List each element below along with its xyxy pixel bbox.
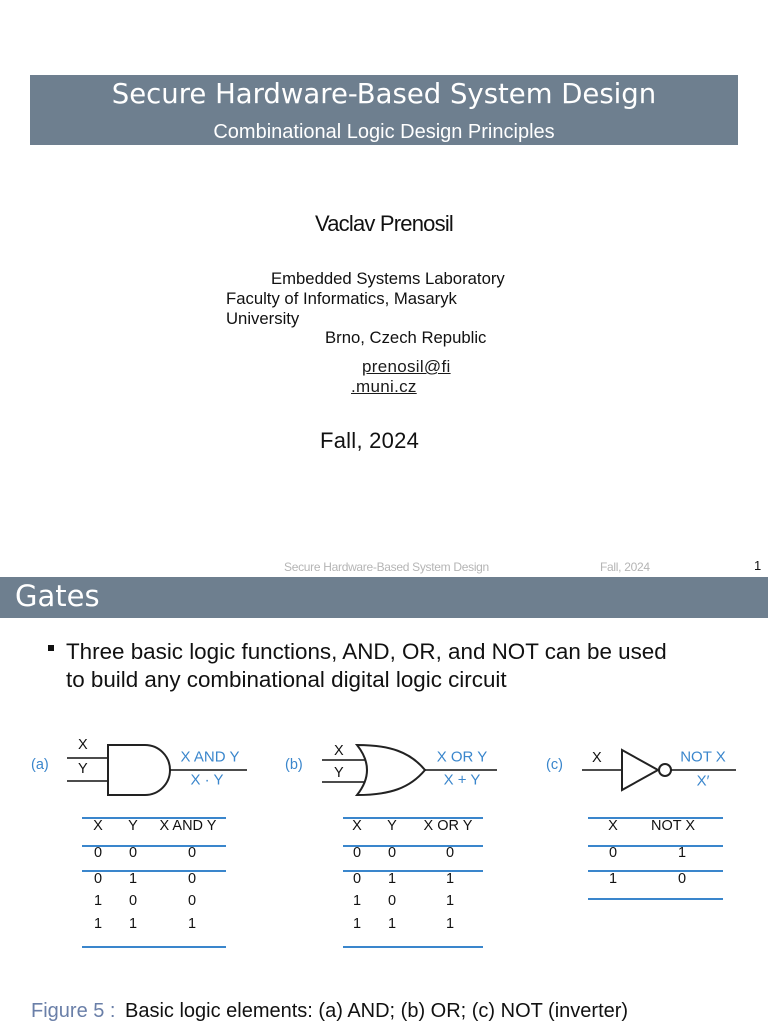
bullet-square-icon <box>48 645 54 651</box>
column-header: NOT X <box>650 818 696 834</box>
and-truth-table <box>82 817 226 948</box>
and-gate-icon <box>108 745 170 795</box>
input-label: X <box>78 737 88 753</box>
truth-table-row <box>343 844 483 862</box>
footer-term: Fall, 2024 <box>600 560 650 574</box>
affiliation-line: Embedded Systems Laboratory <box>271 269 505 288</box>
gate-tag: (a) <box>31 757 49 773</box>
gate-tag: (c) <box>546 757 563 773</box>
table-cell: 0 <box>387 845 397 861</box>
table-cell: 0 <box>352 871 362 887</box>
page-number: 1 <box>754 558 762 573</box>
or-truth-table <box>343 817 483 948</box>
presentation-subtitle: Combinational Logic Design Principles <box>213 121 555 143</box>
truth-table-row <box>343 915 483 933</box>
email-link[interactable]: prenosil@fi <box>362 357 451 376</box>
truth-table-row <box>82 844 226 862</box>
presentation-date: Fall, 2024 <box>320 428 420 453</box>
gate-tag: (b) <box>285 757 303 773</box>
not-gate-diagram <box>546 749 736 791</box>
figure-caption-label: Figure 5 : <box>31 1000 116 1022</box>
slide-title-bar <box>0 577 768 618</box>
table-cell: 0 <box>187 871 197 887</box>
output-expression-label: X · Y <box>190 771 224 789</box>
column-header: X <box>93 818 103 834</box>
truth-table-row <box>82 870 226 888</box>
table-cell: 0 <box>387 893 397 909</box>
table-cell: 1 <box>93 916 103 932</box>
table-cell: 1 <box>128 871 138 887</box>
truth-table-header-row <box>82 817 226 835</box>
output-expression-label: X + Y <box>443 771 481 789</box>
footer-course-title: Secure Hardware-Based System Design <box>284 560 489 574</box>
or-gate-icon <box>357 745 425 795</box>
author-name: Vaclav Prenosil <box>315 211 453 236</box>
table-cell: 0 <box>128 893 138 909</box>
or-gate-diagram <box>285 743 497 795</box>
and-gate-diagram <box>31 737 247 795</box>
slide-title: Gates <box>15 579 100 613</box>
table-cell: 1 <box>445 916 455 932</box>
table-cell: 1 <box>445 893 455 909</box>
table-cell: 1 <box>387 916 397 932</box>
input-label: Y <box>78 761 88 777</box>
logic-gates-figure <box>0 730 768 800</box>
truth-table-row <box>343 892 483 910</box>
truth-table-header-row <box>343 817 483 835</box>
truth-table-header-row <box>588 817 723 835</box>
not-truth-table <box>588 817 723 900</box>
truth-table-row <box>82 892 226 910</box>
truth-table-row <box>588 844 723 862</box>
table-cell: 1 <box>128 916 138 932</box>
column-header: X <box>608 818 618 834</box>
table-cell: 1 <box>445 871 455 887</box>
table-cell: 0 <box>677 871 687 887</box>
output-name-label: X AND Y <box>180 748 240 766</box>
truth-table-row <box>588 870 723 888</box>
presentation-title: Secure Hardware-Based System Design <box>111 78 657 110</box>
bullet-text-line: Three basic logic functions, AND, OR, and NOT can be used <box>66 639 667 664</box>
table-rule <box>588 898 723 900</box>
table-cell: 1 <box>387 871 397 887</box>
figure-caption-text: Basic logic elements: (a) AND; (b) OR; (c) NOT (inverter) <box>125 1000 629 1022</box>
column-header: Y <box>128 818 138 834</box>
column-header: X <box>352 818 362 834</box>
input-label: Y <box>334 765 344 781</box>
table-cell: 0 <box>128 845 138 861</box>
inverter-bubble-icon <box>659 764 671 776</box>
not-gate-icon <box>622 750 658 790</box>
table-cell: 0 <box>187 893 197 909</box>
table-cell: 0 <box>187 845 197 861</box>
table-cell: 0 <box>445 845 455 861</box>
affiliation-line: University <box>226 309 300 328</box>
table-cell: 0 <box>93 871 103 887</box>
table-rule <box>343 946 483 948</box>
table-cell: 1 <box>608 871 618 887</box>
table-rule <box>82 946 226 948</box>
affiliation-line: Faculty of Informatics, Masaryk <box>226 289 457 308</box>
title-banner <box>30 75 738 145</box>
affiliation-line: Brno, Czech Republic <box>325 328 487 347</box>
input-label: X <box>334 743 344 759</box>
table-cell: 0 <box>608 845 618 861</box>
table-cell: 0 <box>93 845 103 861</box>
table-cell: 1 <box>677 845 687 861</box>
table-cell: 0 <box>352 845 362 861</box>
table-cell: 1 <box>352 916 362 932</box>
gates-slide <box>0 577 768 1024</box>
table-cell: 1 <box>352 893 362 909</box>
bullet-text-line: to build any combinational digital logic circuit <box>66 667 507 692</box>
truth-table-row <box>82 915 226 933</box>
table-cell: 1 <box>187 916 197 932</box>
truth-table-row <box>343 870 483 888</box>
column-header: X AND Y <box>159 818 217 834</box>
column-header: Y <box>387 818 397 834</box>
output-expression-label: X′ <box>696 772 710 790</box>
output-name-label: NOT X <box>680 748 726 766</box>
output-name-label: X OR Y <box>436 748 488 766</box>
column-header: X OR Y <box>423 818 473 834</box>
email-link[interactable]: .muni.cz <box>351 377 417 396</box>
input-label: X <box>592 750 602 766</box>
table-cell: 1 <box>93 893 103 909</box>
